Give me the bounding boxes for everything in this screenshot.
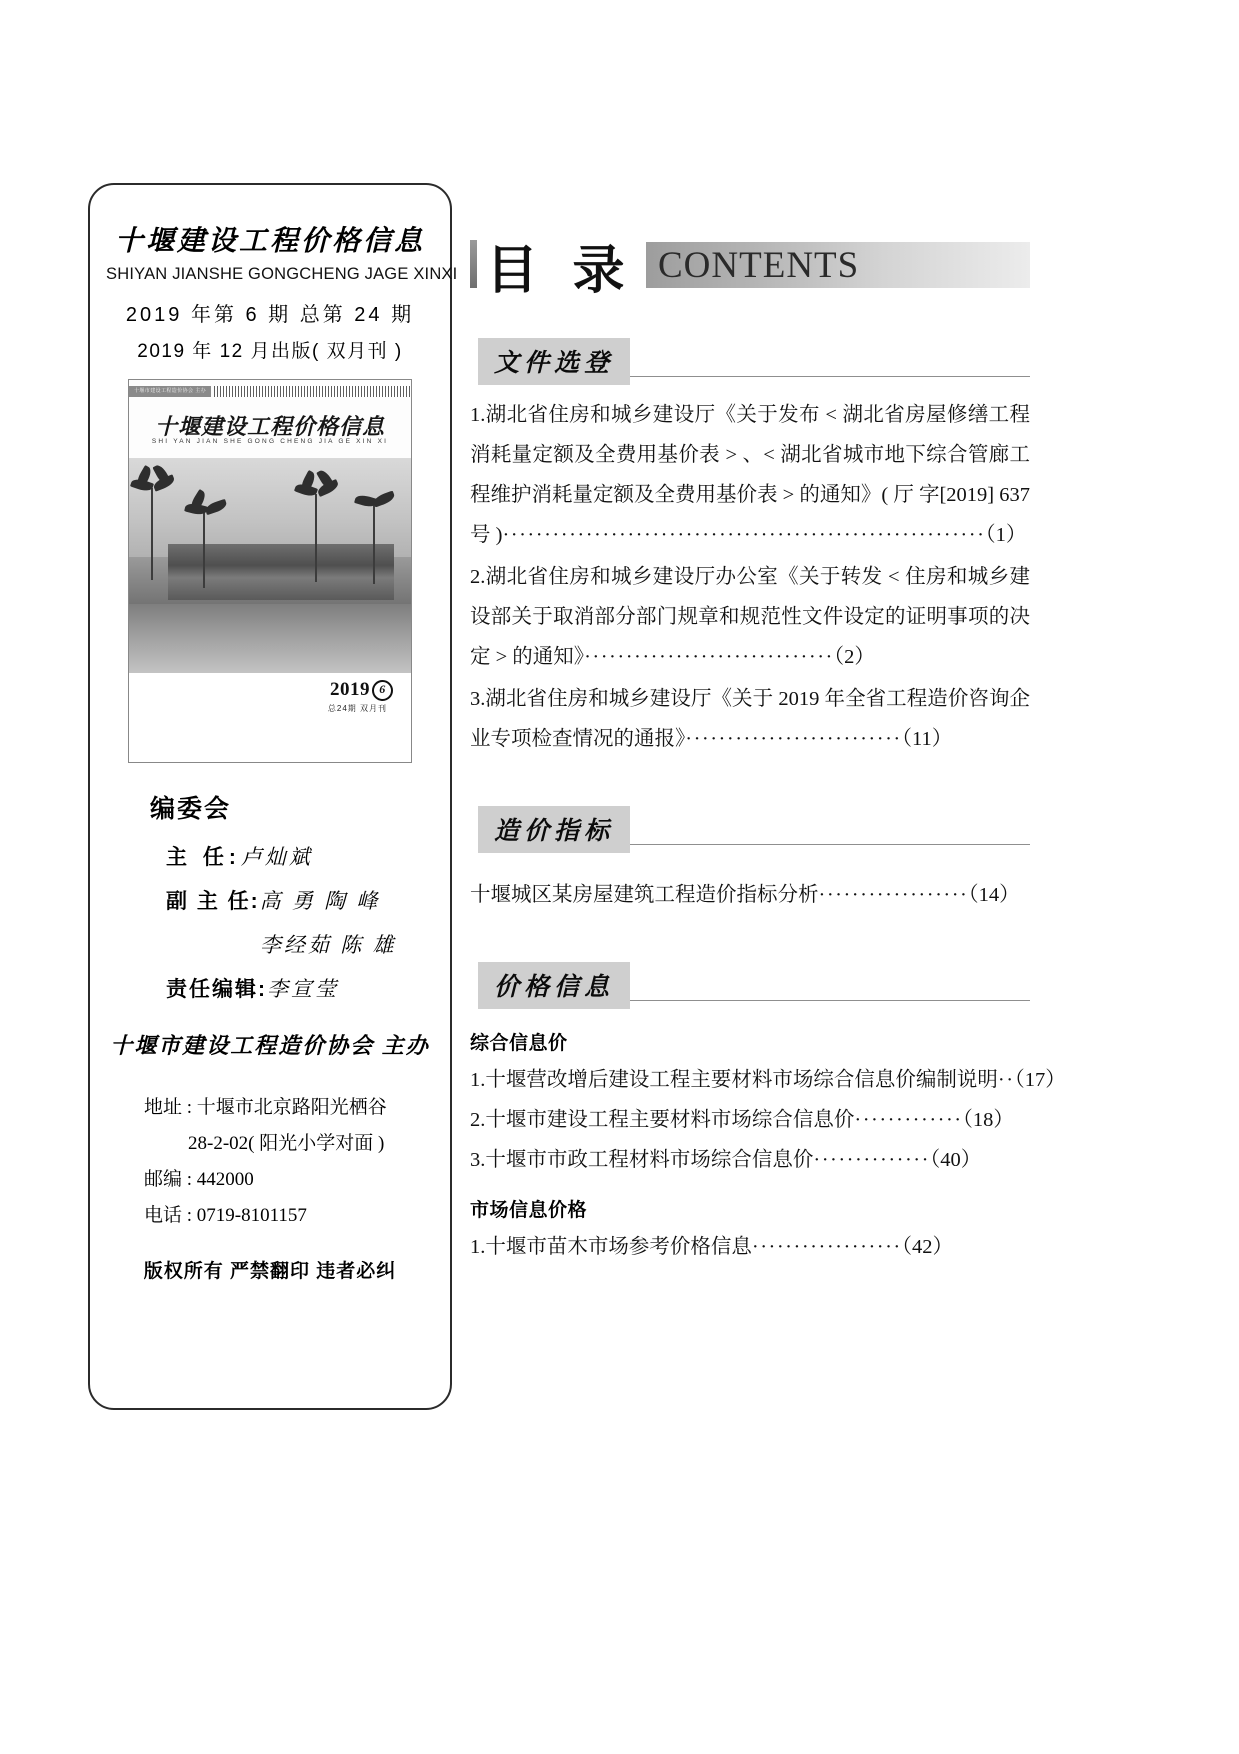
- toc-entry-text: 2.十堰市建设工程主要材料市场综合信息价: [470, 1108, 855, 1131]
- toc-entry[interactable]: [470, 680, 1030, 760]
- toc-entry-text: 1.十堰营改增后建设工程主要材料市场综合信息价编制说明: [470, 1068, 998, 1091]
- contact-phone: 电话 : 0719-8101157: [144, 1205, 307, 1227]
- toc-page-number: （1）: [985, 523, 1027, 546]
- toc-entry-text: 1.十堰市苗木市场参考价格信息: [470, 1235, 752, 1258]
- section-header-documents: [470, 338, 1030, 378]
- cover-sub-label: 总24期 双月刊: [327, 704, 387, 713]
- toc-leader-dots: ·············: [854, 1108, 963, 1131]
- toc-entry[interactable]: [470, 1228, 1030, 1268]
- cover-thumbnail-image: [128, 379, 412, 763]
- section-header-price-info: [470, 962, 1030, 1002]
- toc-page-number: （40）: [929, 1148, 982, 1171]
- issue-line: 2019 年第 6 期 总第 24 期: [125, 304, 415, 326]
- cover-topbar: [129, 386, 411, 397]
- editorial-label: 责任编辑:: [166, 978, 267, 1001]
- toc-entry[interactable]: [470, 1101, 1030, 1141]
- section-title: 价格信息: [478, 962, 630, 1009]
- section-header-cost-index: [470, 806, 1030, 846]
- toc-entry[interactable]: [470, 396, 1030, 556]
- editorial-row-deputy-director-2: [132, 929, 434, 959]
- toc-page-number: （2）: [833, 645, 875, 668]
- cover-title-pinyin: SHI YAN JIAN SHE GONG CHENG JIA GE XIN XI: [151, 438, 389, 445]
- toc-entry-text: 1.湖北省住房和城乡建设厅《关于发布 < 湖北省房屋修缮工程消耗量定额及全费用基价表 > 、< 湖北省城市地下综合管廊工程维护消耗量定额及全费用基价表 > 的通知》( 厅 字[2019] 637号 ): [470, 404, 1030, 546]
- masthead-panel: [88, 183, 458, 1410]
- editorial-label: 副 主 任:: [166, 890, 260, 913]
- section-title: 造价指标: [478, 806, 630, 853]
- toc-entry-text: 十堰城区某房屋建筑工程造价指标分析: [470, 883, 819, 906]
- toc-leader-dots: ··············: [813, 1148, 930, 1171]
- section-title: 文件选登: [478, 338, 630, 385]
- toc-subgroup-label: 综合信息价: [470, 1032, 568, 1054]
- toc-entry[interactable]: [470, 876, 1030, 916]
- editorial-label: 主 任:: [166, 846, 241, 869]
- contact-address-line2: 28-2-02( 阳光小学对面 ): [188, 1133, 385, 1155]
- toc-page-number: （11）: [901, 727, 953, 750]
- toc-page-number: （17）: [1014, 1068, 1066, 1091]
- contact-address-line1: 地址 : 十堰市北京路阳光栖谷: [144, 1097, 387, 1118]
- toc-entry[interactable]: [470, 1061, 1066, 1101]
- editorial-row-deputy-director: [132, 885, 434, 915]
- contact-postcode: 邮编 : 442000: [144, 1169, 254, 1191]
- publish-line: 2019 年 12 月出版( 双月刊 ): [137, 341, 403, 362]
- cover-stripe-pattern: [214, 386, 411, 397]
- banner-accent-bar: [470, 240, 477, 288]
- editorial-board-heading: 编委会: [150, 795, 232, 823]
- editorial-value: 高 勇 陶 峰: [259, 889, 381, 913]
- cover-year-badge: [330, 679, 393, 701]
- cover-association-label: 十堰市建设工程造价协会 主办: [129, 386, 211, 397]
- editorial-value: 卢灿斌: [240, 845, 313, 869]
- toc-page-number: （42）: [901, 1235, 954, 1258]
- toc-leader-dots: ··························································: [502, 523, 986, 546]
- contents-title-cn: 目 录: [486, 242, 635, 300]
- cover-footer: [129, 673, 411, 763]
- toc-subgroup-label: 市场信息价格: [470, 1199, 588, 1221]
- magazine-title-pinyin: SHIYAN JIANSHE GONGCHENG JAGE XINXI: [106, 265, 458, 283]
- contents-title-en: CONTENTS: [658, 245, 860, 286]
- toc-page-number: （18）: [962, 1108, 1014, 1131]
- cover-year-text: 2019: [330, 679, 370, 700]
- sponsor-line: 十堰市建设工程造价协会 主办: [110, 1033, 430, 1058]
- editorial-row-director: [132, 841, 434, 871]
- toc-entry-text: 3.十堰市市政工程材料市场综合信息价: [470, 1148, 814, 1171]
- magazine-title-cn: 十堰建设工程价格信息: [114, 226, 425, 257]
- toc-leader-dots: ··: [997, 1068, 1015, 1091]
- toc-entry-text: 3.湖北省住房和城乡建设厅《关于 2019 年全省工程造价咨询企业专项检查情况的通报》: [470, 687, 1030, 750]
- editorial-value: 李宣莹: [267, 977, 339, 1001]
- cover-title-cn: 十堰建设工程价格信息: [154, 414, 385, 439]
- contact-block: [106, 1090, 434, 1234]
- toc-leader-dots: ··························: [685, 727, 902, 750]
- editorial-board: [106, 789, 434, 1003]
- toc-entry-text: 2.湖北省住房和城乡建设厅办公室《关于转发 < 住房和城乡建设部关于取消部分部门规章和规范性文件设定的证明事项的决定 > 的通知》: [470, 565, 1030, 668]
- copyright-notice: 版权所有 严禁翻印 违者必纠: [143, 1261, 397, 1283]
- toc-leader-dots: ··················: [818, 883, 969, 906]
- contents-banner: [470, 230, 1030, 300]
- photo-sky: [129, 458, 411, 557]
- editorial-value: 李经茹 陈 雄: [260, 933, 397, 957]
- toc-page-number: （14）: [968, 883, 1020, 906]
- editorial-row-managing-editor: [132, 973, 434, 1003]
- toc-entry[interactable]: [470, 1141, 1030, 1181]
- toc-entry[interactable]: [470, 558, 1030, 678]
- toc-leader-dots: ··················: [751, 1235, 902, 1258]
- cover-issue-circle: 6: [372, 680, 393, 701]
- toc-leader-dots: ······························: [584, 645, 834, 668]
- cover-photo: [129, 458, 411, 673]
- photo-ground: [129, 604, 411, 673]
- contents-column: [470, 230, 1066, 1268]
